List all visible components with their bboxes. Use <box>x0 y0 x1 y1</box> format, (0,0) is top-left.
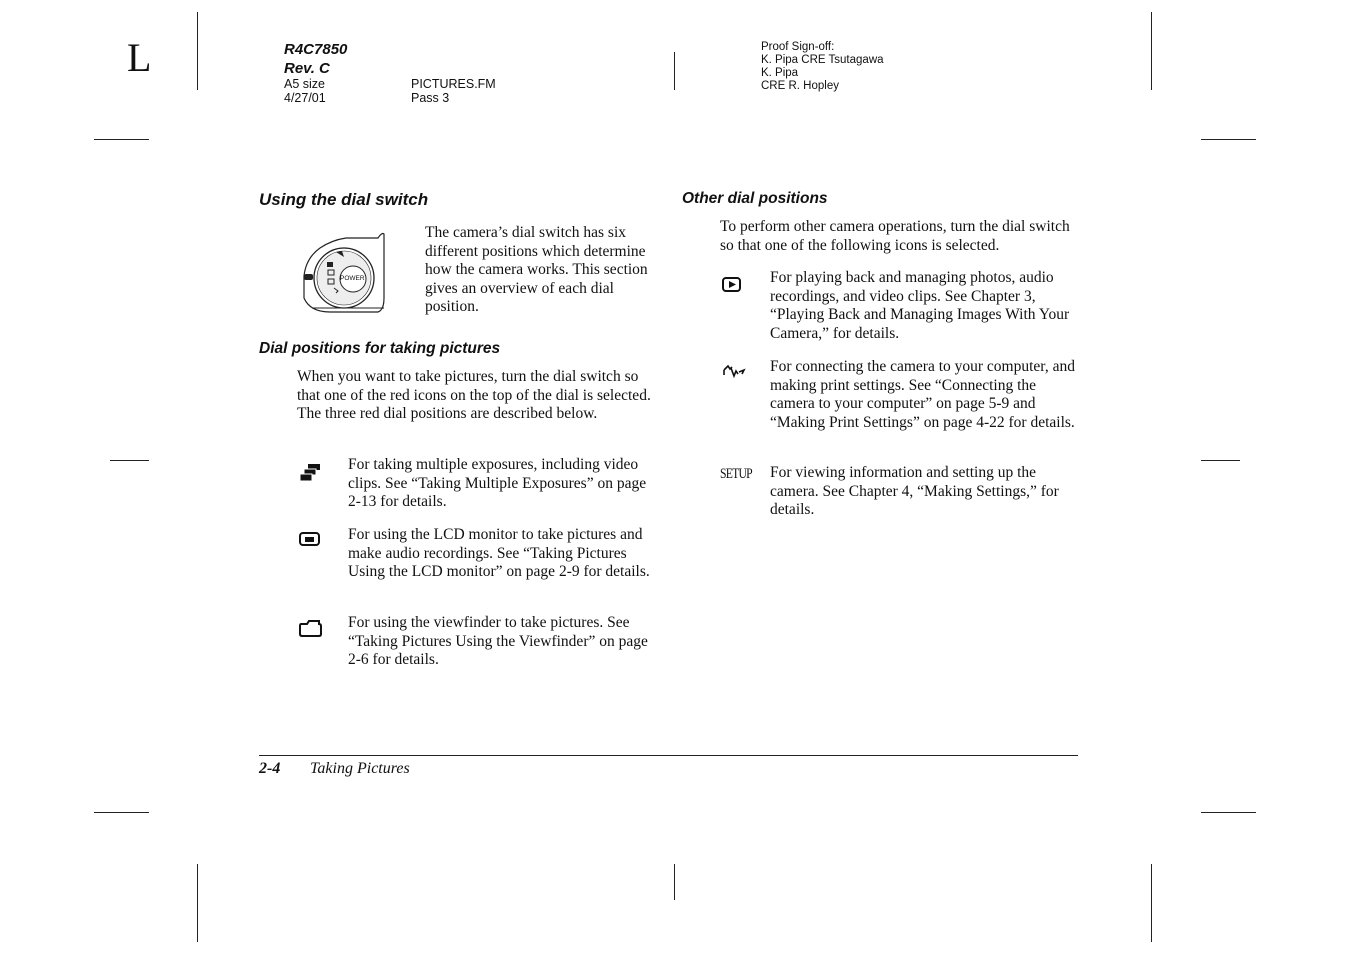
viewfinder-icon <box>299 620 323 642</box>
crop-mark <box>674 52 675 90</box>
lcd-monitor-icon <box>299 531 321 552</box>
sub-intro-paragraph: When you want to take pictures, turn the dial switch so that one of the red icons on the top of the dial is selected. The three red dial positions are described below. <box>297 368 651 423</box>
signoff-line: CRE R. Hopley <box>761 80 839 92</box>
section-heading: Using the dial switch <box>259 190 429 209</box>
crop-mark <box>197 864 198 942</box>
page-size: A5 size <box>284 77 325 91</box>
signoff-block <box>761 41 884 93</box>
corner-letter: L <box>127 35 152 80</box>
crop-mark <box>94 139 149 140</box>
crop-mark <box>197 12 198 90</box>
section-heading: Other dial positions <box>682 190 828 207</box>
list-item: For using the LCD monitor to take pictures and make audio recordings. See “Taking Pictures Using the LCD monitor” on page 2-9 for details. <box>348 526 650 581</box>
signoff-title: Proof Sign-off: <box>761 41 835 53</box>
list-item: For playing back and managing photos, audio recordings, and video clips. See Chapter 3, “Playing Back and Managing Images With Your Camera,” for details. <box>770 269 1070 342</box>
intro-paragraph: To perform other camera operations, turn the dial switch so that one of the following icons is selected. <box>720 218 1070 254</box>
crop-mark <box>1151 864 1152 942</box>
list-item: For viewing information and setting up the camera. See Chapter 4, “Making Settings,” for details. <box>770 464 1059 519</box>
list-item: For using the viewfinder to take pictures. See “Taking Pictures Using the Viewfinder” on page 2-6 for details. <box>348 614 648 669</box>
file-name: PICTURES.FM <box>411 77 496 91</box>
list-item: For connecting the camera to your computer, and making print settings. See “Connecting the camera to your computer” on page 5-9 and “Making Print Settings” on page 4-22 for details. <box>770 358 1075 431</box>
doc-date: 4/27/01 <box>284 91 326 105</box>
section-subheading: Dial positions for taking pictures <box>259 340 501 357</box>
signoff-line: K. Pipa CRE Tsutagawa <box>761 54 884 66</box>
footer-rule <box>259 755 1078 756</box>
multiple-exposures-icon <box>300 464 322 487</box>
revision: Rev. C <box>284 60 330 77</box>
crop-mark <box>1201 812 1256 813</box>
doc-code: R4C7850 <box>284 41 348 58</box>
crop-mark <box>1151 12 1152 90</box>
dial-switch-illustration <box>300 228 390 316</box>
crop-mark <box>94 812 149 813</box>
pc-connection-icon <box>722 364 746 385</box>
proof-header <box>284 40 664 78</box>
page-number: 2-4 <box>259 760 281 777</box>
crop-mark <box>674 864 675 900</box>
playback-icon <box>722 277 742 298</box>
list-item: For taking multiple exposures, including video clips. See “Taking Multiple Exposures” on page 2-13 for details. <box>348 456 647 511</box>
signoff-line: K. Pipa <box>761 67 799 79</box>
crop-mark <box>1201 139 1256 140</box>
dial-power-label: POWER <box>340 275 365 282</box>
chapter-title: Taking Pictures <box>310 760 410 777</box>
pass-number: Pass 3 <box>411 91 450 105</box>
crop-mark <box>110 460 149 461</box>
crop-mark <box>1201 460 1240 461</box>
intro-paragraph: The camera’s dial switch has six different positions which determine how the camera works. This section gives an overview of each dial position. <box>425 224 648 316</box>
setup-icon: SETUP <box>720 466 752 482</box>
